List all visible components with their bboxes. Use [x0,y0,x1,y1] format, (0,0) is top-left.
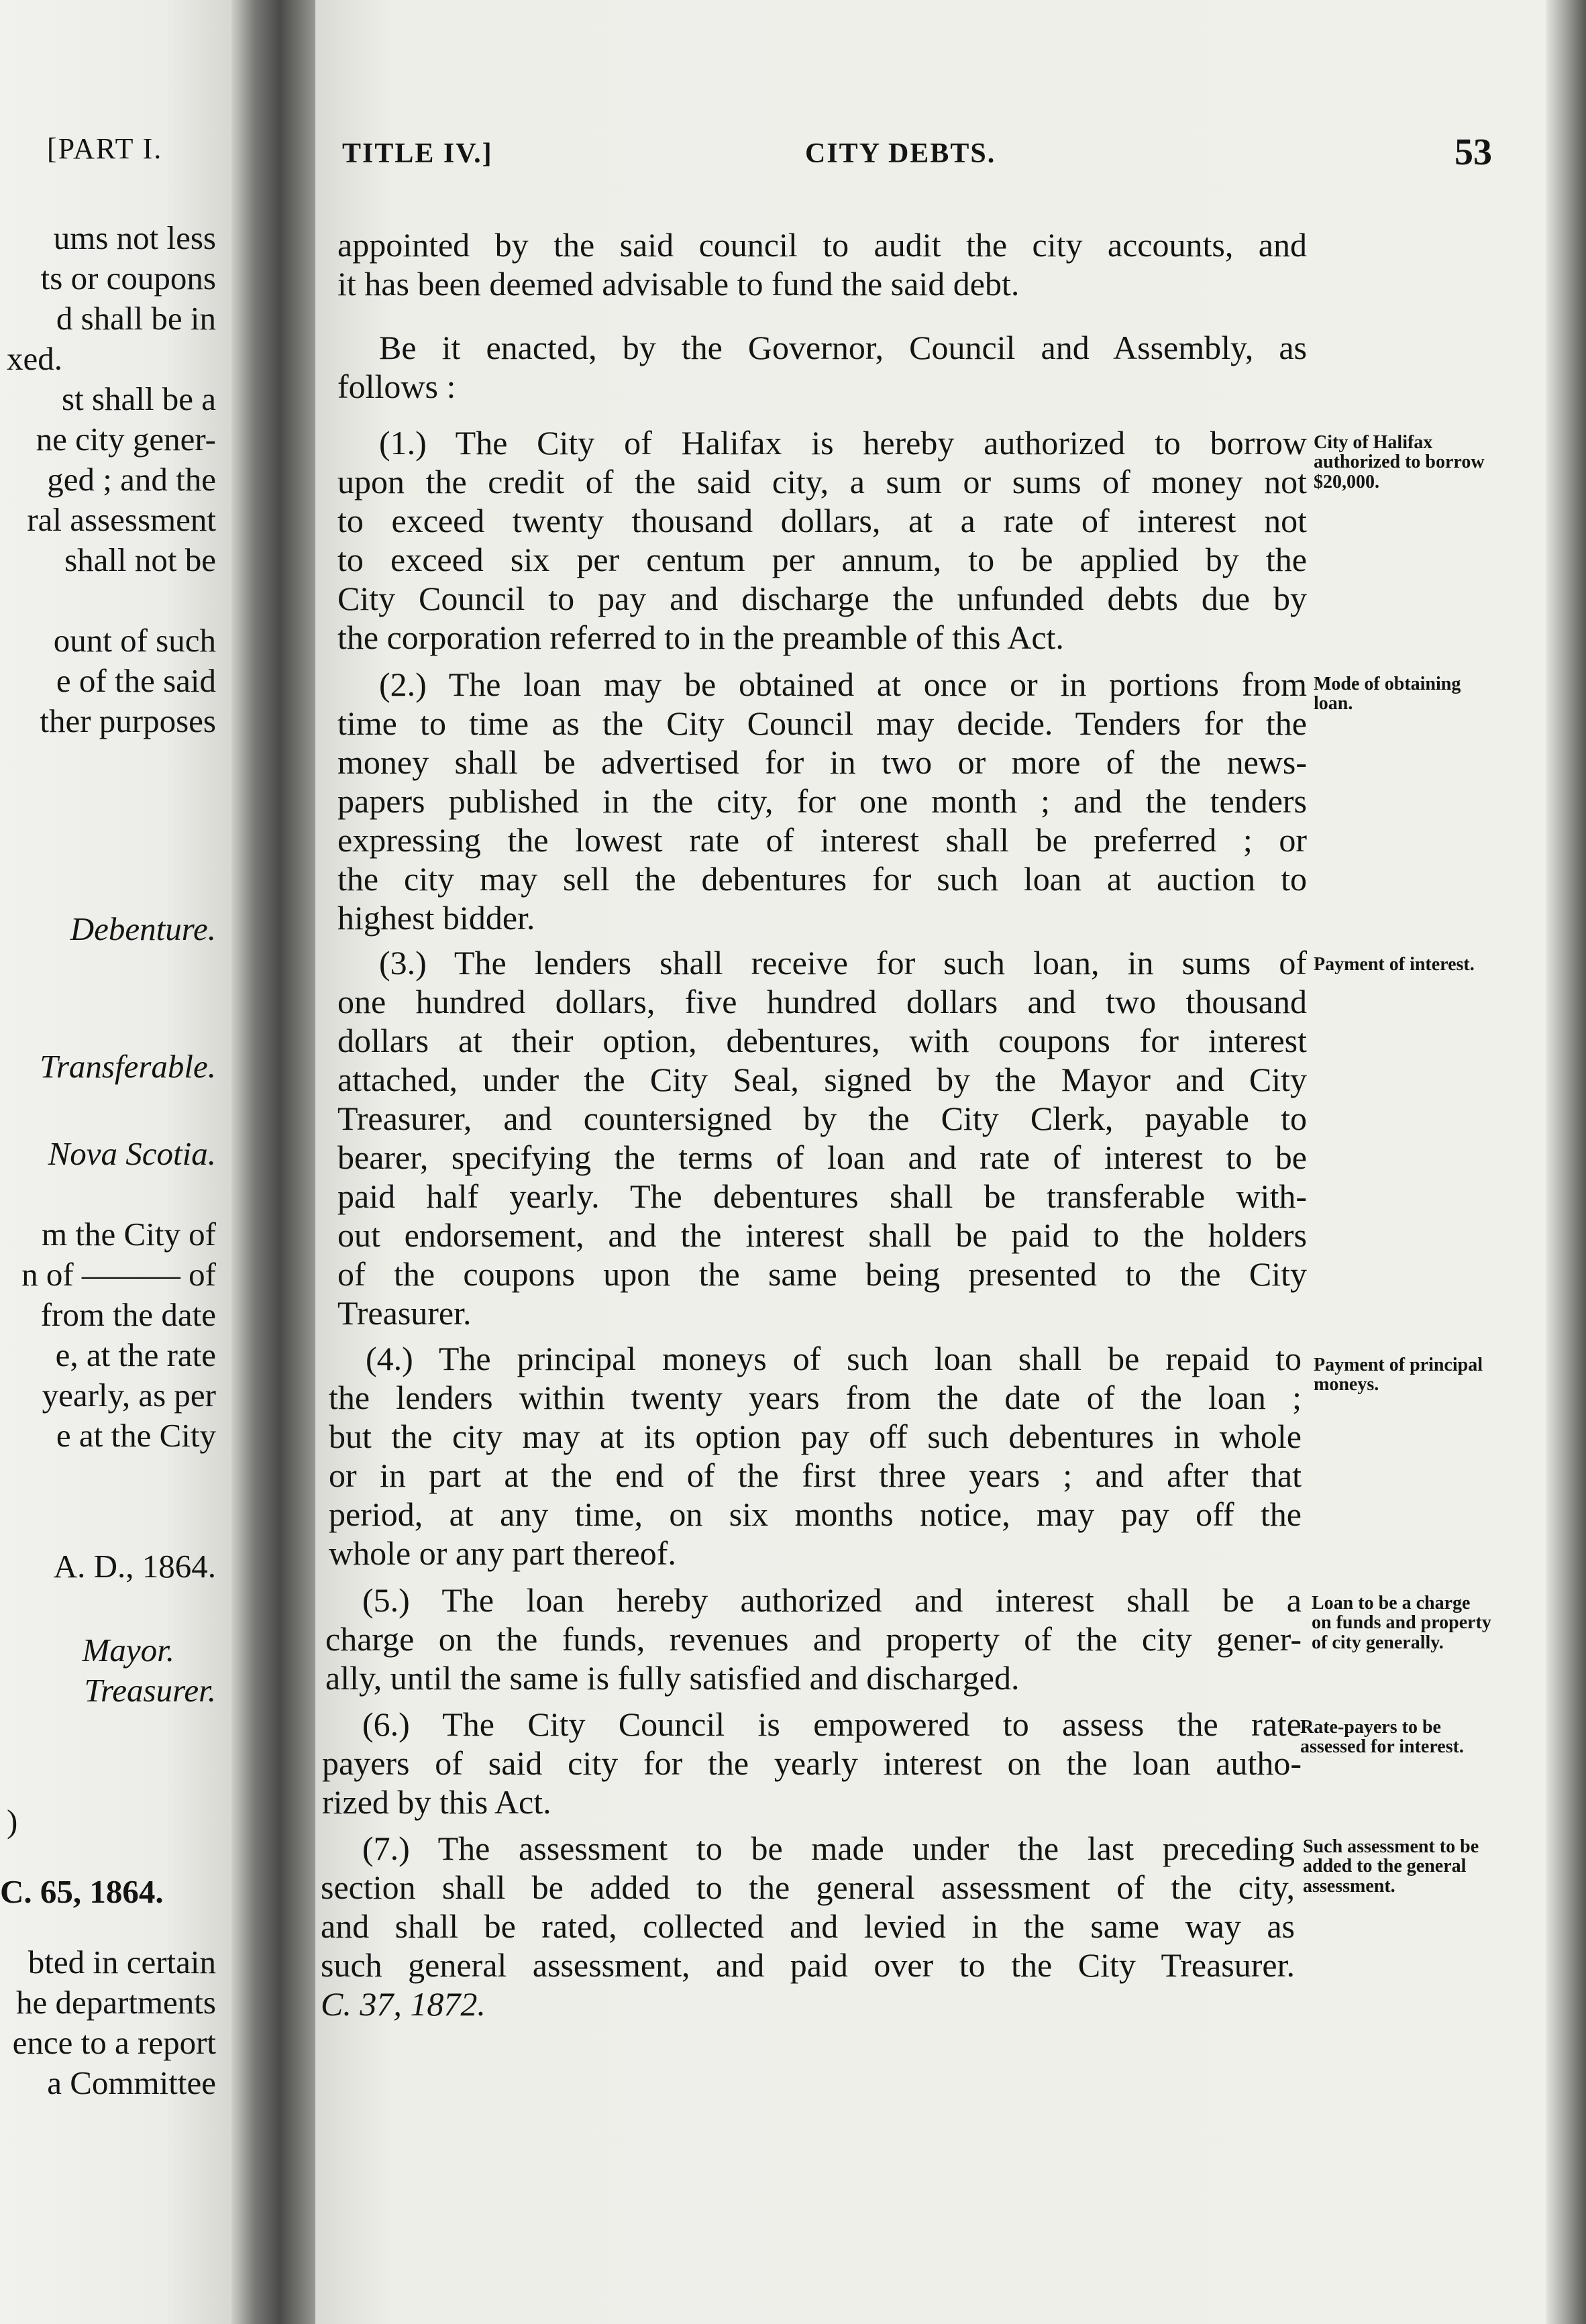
body-line: such general assessment, and paid over to the City Treasurer. [321,1946,1295,1984]
body-line: out endorsement, and the interest shall be paid to the holders [337,1216,1307,1254]
left-line: e, at the rate [55,1336,216,1373]
left-page-header: [PART I. [47,132,163,165]
body-line: to exceed twenty thousand dollars, at a rate of interest not [337,502,1307,539]
page-number: 53 [1455,131,1492,173]
left-line: ) [7,1803,18,1840]
body-line: follows : [337,368,456,405]
left-line: Transferable. [40,1048,216,1085]
body-line: but the city may at its option pay off such debentures in whole [329,1418,1302,1455]
body-line: appointed by the said council to audit the city accounts, and [337,226,1307,264]
body-line: (4.) The principal moneys of such loan shall be repaid to [366,1340,1302,1377]
left-line: he departments [16,1984,216,2021]
left-line: e of the said [56,662,216,699]
body-line: the city may sell the debentures for such loan at auction to [337,860,1307,898]
left-line: bted in certain [28,1944,216,1980]
body-line: (3.) The lenders shall receive for such loan, in sums of [379,944,1307,982]
margin-note: Mode of obtaining loan. [1314,674,1461,715]
left-line: m the City of [42,1216,216,1253]
body-line: highest bidder. [337,899,535,937]
body-line: and shall be rated, collected and levied in the same way as [321,1907,1295,1945]
left-line: n of ——— of [21,1256,216,1293]
running-head-title: TITLE IV.] [342,138,493,169]
left-line: shall not be [64,541,216,578]
body-line: section shall be added to the general assessment of the city, [321,1868,1295,1906]
body-line: (7.) The assessment to be made under the last preceding [362,1830,1295,1867]
body-line: money shall be advertised for in two or more of the news- [337,743,1307,781]
body-line: papers published in the city, for one month ; and the tenders [337,782,1307,820]
body-line: C. 37, 1872. [321,1985,486,2023]
body-line: the corporation referred to in the preamble of this Act. [337,619,1064,656]
page-edge-shadow [1546,0,1586,2324]
body-line: Treasurer, and countersigned by the City Clerk, payable to [337,1100,1307,1137]
left-line: a Committee [47,2064,216,2101]
margin-note: Payment of principal moneys. [1314,1355,1483,1395]
left-line: ums not less [53,219,216,256]
body-line: charge on the funds, revenues and property of the city gener- [325,1620,1302,1658]
body-line: time to time as the City Council may decide. Tenders for the [337,704,1307,742]
left-line: A. D., 1864. [53,1548,216,1585]
body-line: paid half yearly. The debentures shall be transferable with- [337,1177,1307,1215]
body-line: (6.) The City Council is empowered to assess the rate [362,1705,1302,1743]
left-line: Debenture. [70,910,216,947]
margin-note: Payment of interest. [1314,954,1475,975]
left-line: Treasurer. [84,1672,216,1709]
body-line: one hundred dollars, five hundred dollars and two thousand [337,983,1307,1020]
body-line: bearer, specifying the terms of loan and rate of interest to be [337,1139,1307,1176]
body-line: (5.) The loan hereby authorized and interest shall be a [362,1581,1302,1619]
left-line: ount of such [53,622,216,659]
body-line: upon the credit of the said city, a sum or sums of money not [337,463,1307,500]
body-line: rized by this Act. [322,1783,551,1821]
body-line: whole or any part thereof. [329,1534,676,1572]
left-line: yearly, as per [42,1377,216,1414]
body-line: attached, under the City Seal, signed by the Mayor and City [337,1061,1307,1098]
body-line: of the coupons upon the same being presented to the City [337,1255,1307,1293]
body-line: period, at any time, on six months notice, may pay off the [329,1495,1302,1533]
body-line: Be it enacted, by the Governor, Council and Assembly, as [379,329,1307,366]
left-line: d shall be in [56,300,216,337]
left-line: ne city gener- [36,421,216,458]
body-line: City Council to pay and discharge the unfunded debts due by [337,580,1307,617]
body-line: it has been deemed advisable to fund the said debt. [337,265,1020,303]
body-line: Treasurer. [337,1294,472,1332]
body-line: (1.) The City of Halifax is hereby authorized to borrow [379,424,1307,462]
left-line: ral assessment [27,501,216,538]
left-line: from the date [40,1296,216,1333]
left-line: Nova Scotia. [48,1135,216,1172]
left-line: ts or coupons [40,260,216,297]
body-line: or in part at the end of the first three years ; and after that [329,1457,1302,1494]
running-head-center: CITY DEBTS. [805,138,996,169]
left-line: st shall be a [62,380,216,417]
body-line: (2.) The loan may be obtained at once or in portions from [379,666,1307,703]
body-line: expressing the lowest rate of interest shall be preferred ; or [337,821,1307,859]
left-line: ged ; and the [47,461,216,498]
body-line: dollars at their option, debentures, with coupons for interest [337,1022,1307,1059]
margin-note: Loan to be a charge on funds and property of city generally. [1312,1593,1491,1653]
left-line: C. 65, 1864. [0,1873,164,1910]
margin-note: City of Halifax authorized to borrow $20,000. [1314,432,1485,492]
body-line: payers of said city for the yearly interest on the loan autho- [322,1744,1302,1782]
body-line: to exceed six per centum per annum, to be applied by the [337,541,1307,578]
body-line: ally, until the same is fully satisfied and discharged. [325,1659,1020,1697]
body-line: the lenders within twenty years from the date of the loan ; [329,1379,1302,1416]
margin-note: Such assessment to be added to the general assessment. [1303,1836,1479,1897]
left-line: ence to a report [12,2024,216,2061]
left-facing-page [0,0,235,2324]
left-line: ther purposes [40,702,216,739]
margin-note: Rate-payers to be assessed for interest. [1300,1717,1464,1758]
left-line: Mayor. [82,1632,174,1669]
left-line: xed. [7,340,62,377]
left-line: e at the City [56,1417,216,1454]
